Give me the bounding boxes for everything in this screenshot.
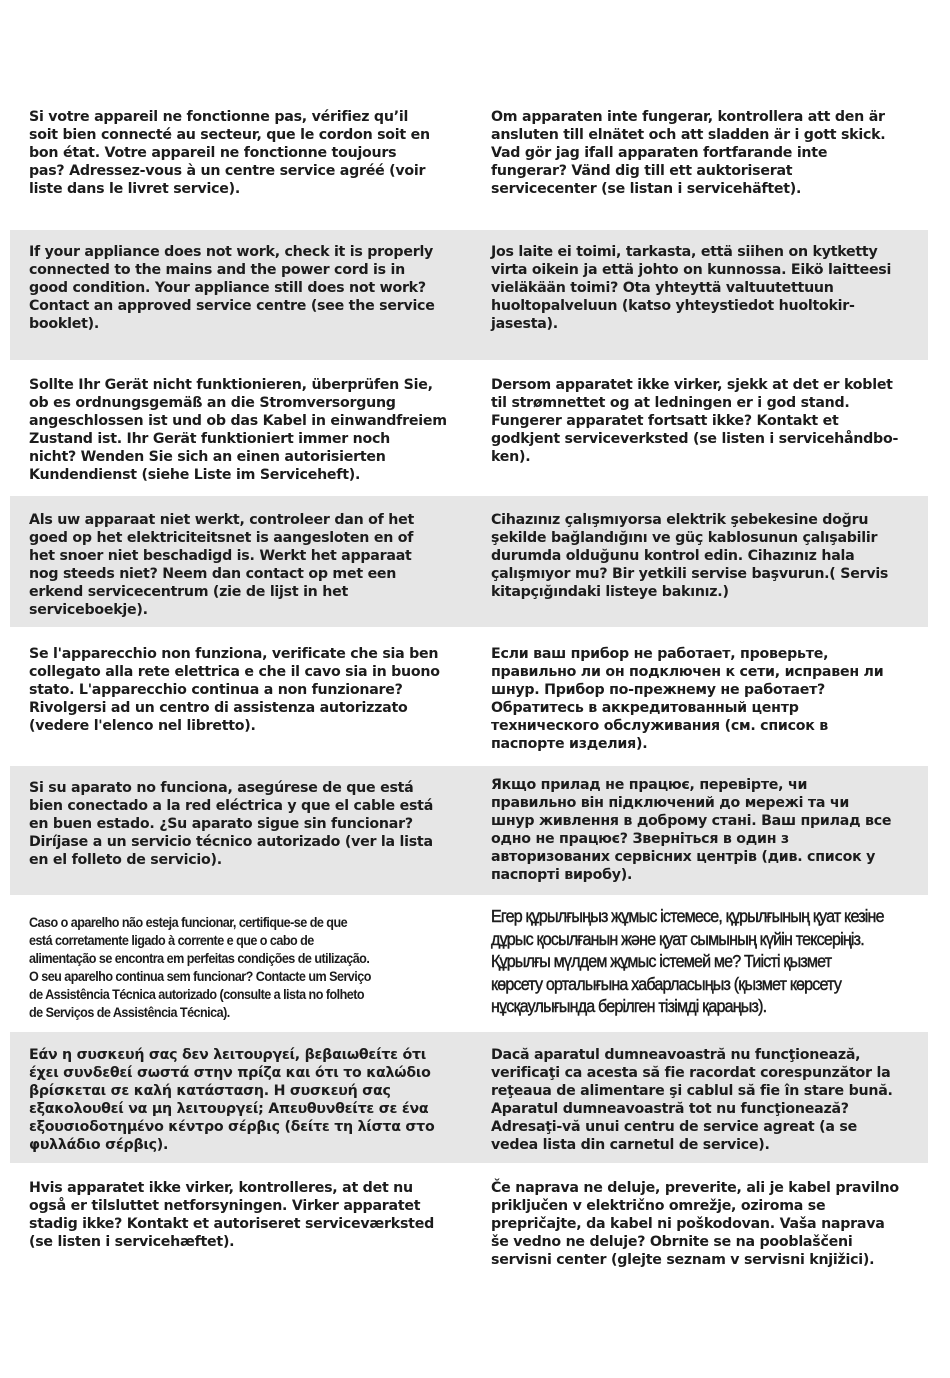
- text-russian: Если ваш прибор не работает, проверьте, правильно ли он подключен к сети, исправен ли шнур. Прибор по-прежнему не работает? Обратитесь в аккредитованный центр технического обслуживания (см. список в паспорте изделия).: [491, 646, 884, 752]
- text-turkish: Cihazınız çalışmıyorsa elektrik şebekesine doğru şekilde bağlandığını ve güç kablosunun çalışabilir durumda olduğunu kontrol edin. Cihazınız hala çalışmıyor mu? Bir yetkili servise başvurun.( Servis kitapçığındaki listeye bakınız.): [491, 512, 889, 600]
- text-german: Sollte Ihr Gerät nicht funktionieren, überprüfen Sie, ob es ordnungsgemäß an die Stromversorgung angeschlossen ist und ob das Kabel in einwandfreiem Zustand ist. Ihr Gerät funktioniert immer noch nicht? Wenden Sie sich an einen autorisierten Kundendienst (siehe Liste im Serviceheft).: [29, 377, 447, 483]
- section-el-ro: [10, 1032, 928, 1163]
- text-danish: Hvis apparatet ikke virker, kontrolleres, at det nu også er tilsluttet netforsyningen. Virker apparatet stadig ikke? Kontakt et autoriseret serviceværksted (se listen i servicehæftet).: [29, 1180, 434, 1250]
- text-swedish: Om apparaten inte fungerar, kontrollera att den är ansluten till elnätet och att sladden är i gott skick. Vad gör jag ifall apparaten fortfarande inte fungerar? Vänd dig till ett auktoriserat servicecenter (se listan i servicehäftet).: [491, 109, 886, 197]
- section-de-no: [10, 360, 928, 496]
- section-pt-kk: [10, 895, 928, 1032]
- text-italian: Se l'apparecchio non funziona, verificate che sia ben collegato alla rete elettrica e che il cavo sia in buono stato. L'apparecchio continua a non funzionare? Rivolgersi ad un centro di assistenza autorizzato (vedere l'elenco nel libretto).: [29, 646, 440, 734]
- text-finnish: Jos laite ei toimi, tarkasta, että siihen on kytketty virta oikein ja että johto on kunnossa. Eikö laitteesi vieläkään toimi? Ota yhteyttä valtuutettuun huoltopalveluun (katso yhteystiedot huoltokir- jasesta).: [491, 244, 892, 332]
- text-slovenian: Če naprava ne deluje, preverite, ali je kabel pravilno priključen v električno omrežje, oziroma se prepričajte, da kabel ni poškodovan. Vaša naprava še vedno ne deluje? Obrnite se na pooblaščeni servisni center (glejte seznam v servisni knjižici).: [491, 1180, 899, 1268]
- text-ukrainian: Якщо прилад не працює, перевірте, чи правильно він підключений до мережі та чи шнур живлення в доброму стані. Ваш прилад все одно не працює? Зверніться в один з авторизованих сервісних центрів (див. список у паспорті виробу).: [491, 777, 892, 883]
- section-it-ru: [10, 627, 928, 766]
- section-da-sl: [10, 1163, 928, 1293]
- text-portuguese: Caso o aparelho não esteja funcionar, certifique-se de que está corretamente ligado à corrente e que o cabo de alimentação se encontra em perfeitas condições de utilização. O seu aparelho continua sem funcionar? Contacte um Serviço de Assistência Técnica autorizado (consulte a lista no folheto de Serviços de Assistência Técnica).: [29, 914, 371, 1020]
- text-romanian: Dacă aparatul dumneavoastră nu funcţionează, verificaţi ca acesta să fie racordat corespunzător la reţeaua de alimentare şi cablul să fie în stare bună. Aparatul dumneavoastră tot nu funcţionează? Adresaţi-vă unui centru de service agreat (a se vedea lista din carnetul de service).: [491, 1047, 893, 1153]
- text-english: If your appliance does not work, check it is properly connected to the mains and the power cord is in good condition. Your appliance still does not work? Contact an approved service centre (see the service booklet).: [29, 244, 435, 332]
- text-kazakh: Егер құрылғыңыз жұмыс істемесе, құрылғының қуат кезіне дұрыс қосылғанын және қуат сымының күйін тексеріңіз. Құрылғы мүлдем жұмыс істемей ме? Тиісті қызмет көрсету орталығына хабарласыңыз (қызмет көрсету нұсқаулығында берілген тізімді қараңыз).: [491, 906, 884, 1016]
- section-es-uk: [10, 766, 928, 895]
- text-french: Si votre appareil ne fonctionne pas, vérifiez qu’il soit bien connecté au secteur, que le cordon soit en bon état. Votre appareil ne fonctionne toujours pas? Adressez-vous à un centre service agréé (voir liste dans le livret service).: [29, 109, 430, 197]
- text-spanish: Si su aparato no funciona, asegúrese de que está bien conectado a la red eléctrica y que el cable está en buen estado. ¿Su aparato sigue sin funcionar? Diríjase a un servicio técnico autorizado (ver la lista en el folleto de servicio).: [29, 780, 434, 868]
- section-fr-sv: [10, 0, 928, 230]
- text-dutch: Als uw apparaat niet werkt, controleer dan of het goed op het elektriciteitsnet is aangesloten en of het snoer niet beschadigd is. Werkt het apparaat nog steeds niet? Neem dan contact op met een erkend servicecentrum (zie de lijst in het serviceboekje).: [29, 512, 414, 618]
- text-greek: Εάν η συσκευή σας δεν λειτουργεί, βεβαιωθείτε ότι έχει συνδεθεί σωστά στην πρίζα και ότι το καλώδιο βρίσκεται σε καλή κατάσταση. Η συσκευή σας εξακολουθεί να μη λειτουργεί; Απευθυνθείτε σε ένα εξουσιοδοτημένο κέντρο σέρβις (δείτε τη λίστα στο φυλλάδιο σέρβις).: [29, 1047, 435, 1153]
- section-nl-tr: [10, 496, 928, 627]
- text-norwegian: Dersom apparatet ikke virker, sjekk at det er koblet til strømnettet og at ledningen er i god stand. Fungerer apparatet fortsatt ikke? Kontakt et godkjent serviceverksted (se listen i servicehåndbo- ken).: [491, 377, 899, 465]
- section-en-fi: [10, 230, 928, 360]
